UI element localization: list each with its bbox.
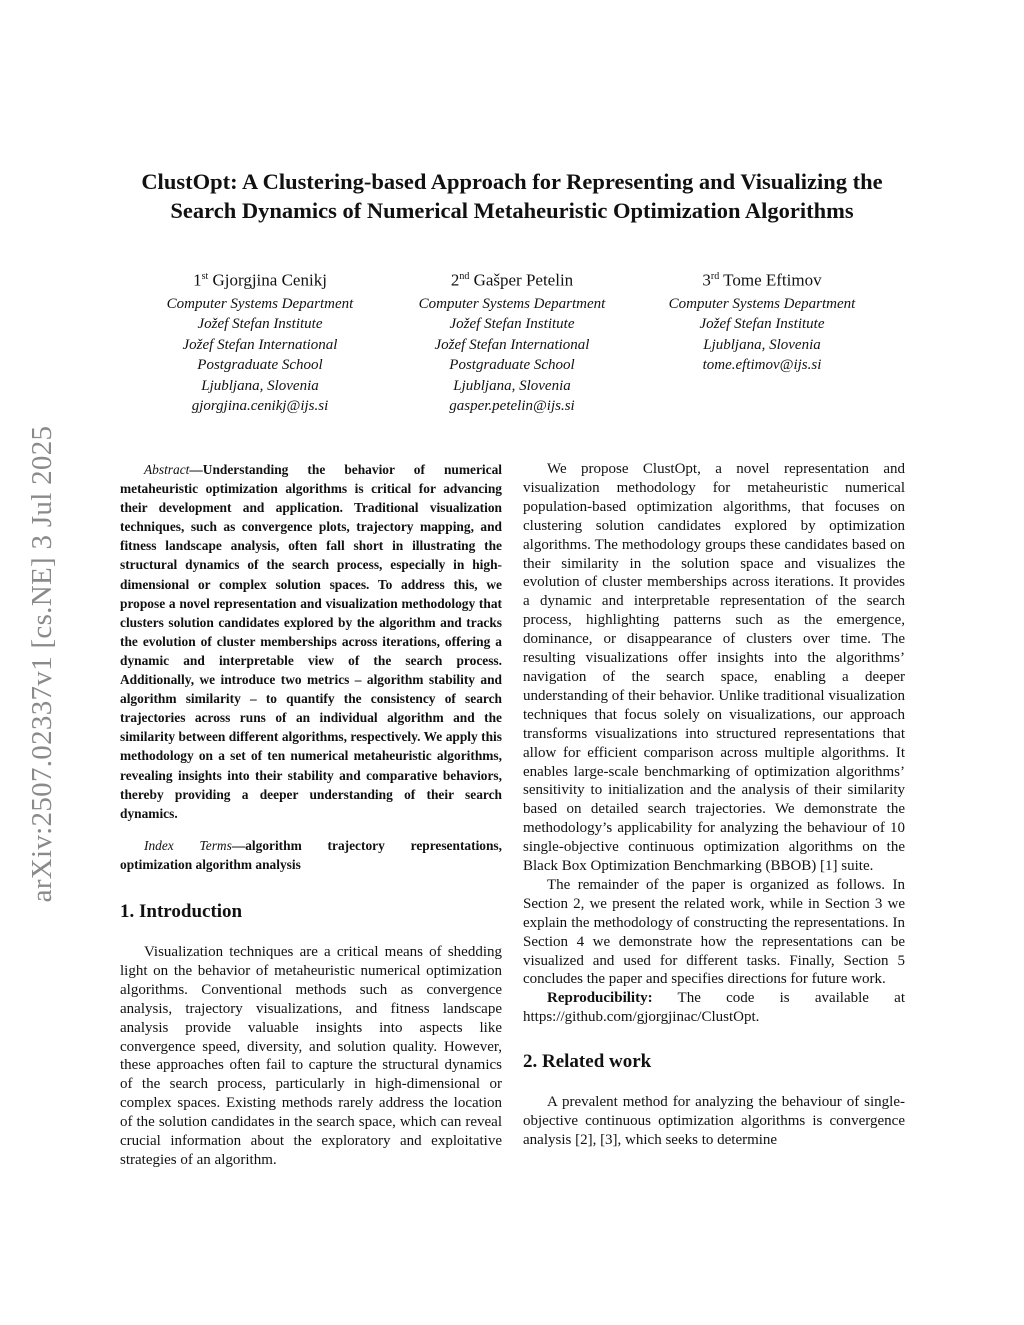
author-3-name: 3rd Tome Eftimov	[702, 270, 822, 290]
related-work-paragraph: A prevalent method for analyzing the behaviour of single-objective continuous optimization algorithms is convergence analysis [2], [3], which seeks to determine	[523, 1094, 905, 1148]
paper-title	[90, 167, 934, 225]
left-column	[120, 460, 502, 1170]
author-1-affiliation-line: Jožef Stefan Institute	[197, 316, 323, 333]
author-1	[140, 264, 380, 417]
section-heading-introduction: 1. Introduction	[120, 900, 243, 922]
author-2-email: gasper.petelin@ijs.si	[449, 398, 575, 415]
author-3-affiliation-line: Jožef Stefan Institute	[699, 316, 825, 333]
section-heading-related-work: 2. Related work	[523, 1051, 652, 1073]
abstract-label: Abstract	[144, 462, 190, 477]
author-3-email: tome.eftimov@ijs.si	[702, 357, 822, 374]
author-1-email: gjorgjina.cenikj@ijs.si	[191, 398, 329, 415]
title-line-2: Search Dynamics of Numerical Metaheuristic Optimization Algorithms	[170, 198, 854, 223]
abstract	[120, 460, 502, 823]
author-1-name: 1st Gjorgjina Cenikj	[193, 270, 327, 290]
reproducibility-label: Reproducibility:	[547, 990, 653, 1007]
author-3-affiliation-line: Computer Systems Department	[668, 295, 856, 312]
abstract-text: —Understanding the behavior of numerical metaheuristic optimization algorithms is critical for advancing their development and application. Traditional visualization techniques, such as convergence plots, trajectory mapping, and fitness landscape analysis, often fall short in illustrating the structural dynamics of the search process, especially in high-dimensional or complex solution spaces. To address this, we propose a novel representation and visualization methodology that clusters solution candidates explored by the algorithm and tracks the evolution of cluster memberships across iterations, offering a dynamic and interpretable view of the search process. Additionally, we introduce two metrics – algorithm stability and algorithm similarity – to quantify the consistency of search trajectories across runs of an individual algorithm and the similarity between different algorithms, respectively. We apply this methodology on a set of ten numerical metaheuristic algorithms, revealing insights into their stability and comparative behaviors, thereby providing a deeper understanding of their search dynamics.	[120, 462, 502, 821]
author-block	[140, 264, 900, 414]
author-2	[392, 264, 632, 417]
author-3-affiliation-line: Ljubljana, Slovenia	[703, 336, 821, 353]
index-terms-label: Index Terms	[144, 837, 232, 853]
author-2-affiliation-line: Postgraduate School	[449, 357, 575, 374]
author-1-affiliation-line: Computer Systems Department	[166, 295, 354, 312]
reproducibility-text: The code is available at https://github.com/gjorgjinac/ClustOpt.	[523, 990, 905, 1026]
reproducibility-paragraph	[523, 989, 905, 1027]
author-2-affiliation-line: Jožef Stefan Institute	[449, 316, 575, 333]
arxiv-identifier: arXiv:2507.02337v1 [cs.NE] 3 Jul 2025	[26, 425, 58, 903]
intro-paragraph: Visualization techniques are a critical means of shedding light on the behavior of metaheuristic numerical optimization algorithms. Conventional methods such as convergence analysis, trajectory visualizations, and fitness landscape analysis provide valuable insights into aspects like convergence speed, diversity, and solution quality. However, these approaches often fail to capture the structural dynamics of the search process, particularly in high-dimensional or complex spaces. Existing methods rarely address the location of the solution candidates in the search space, which can reveal crucial information about the exploratory and exploitative strategies of an algorithm.	[120, 943, 502, 1168]
author-2-affiliation-line: Computer Systems Department	[418, 295, 606, 312]
body-paragraph: We propose ClustOpt, a novel representation and visualization methodology for metaheuristic numerical population-based optimization algorithms, that focuses on clustering solution candidates explored by optimization algorithms. The methodology groups these candidates based on their similarity in the solution space and visualizes the evolution of cluster memberships across iterations. It provides a dynamic and interpretable representation of the search process, highlighting patterns such as the emergence, dominance, or disappearance of clusters over time. The resulting visualizations offer insights into the algorithms’ navigation of the search space, enabling a deeper understanding of their behavior. Unlike traditional visualization techniques that focus solely on visualizations, our approach transforms visualizations into structured representations that allow for efficient comparison across multiple algorithms. It enables large-scale benchmarking of optimization algorithms’ sensitivity to initialization and the analysis of their similarity based on detailed search trajectories. We demonstrate the methodology’s applicability for analyzing the behaviour of 10 single-objective continuous optimization algorithms on the Black Box Optimization Benchmarking (BBOB) [1] suite.	[523, 461, 905, 875]
author-2-name: 2nd Gašper Petelin	[450, 270, 574, 290]
author-2-affiliation-line: Jožef Stefan International	[434, 336, 590, 353]
author-3	[642, 264, 882, 376]
index-terms-text: —algorithm trajectory representations, optimization algorithm analysis	[120, 837, 502, 872]
right-column	[523, 460, 905, 1150]
body-paragraph: The remainder of the paper is organized as follows. In Section 2, we present the related work, while in Section 3 we explain the methodology of constructing the representations. In Section 4 we demonstrate how the representations can be visualized and used for different tasks. Finally, Section 5 concludes the paper and specifies directions for future work.	[523, 876, 905, 988]
title-line-1: ClustOpt: A Clustering-based Approach for Representing and Visualizing the	[141, 169, 883, 194]
author-1-affiliation-line: Jožef Stefan International	[182, 336, 338, 353]
author-1-affiliation-line: Postgraduate School	[197, 357, 323, 374]
index-terms	[120, 836, 502, 874]
author-2-affiliation-line: Ljubljana, Slovenia	[453, 377, 571, 394]
author-1-affiliation-line: Ljubljana, Slovenia	[201, 377, 319, 394]
